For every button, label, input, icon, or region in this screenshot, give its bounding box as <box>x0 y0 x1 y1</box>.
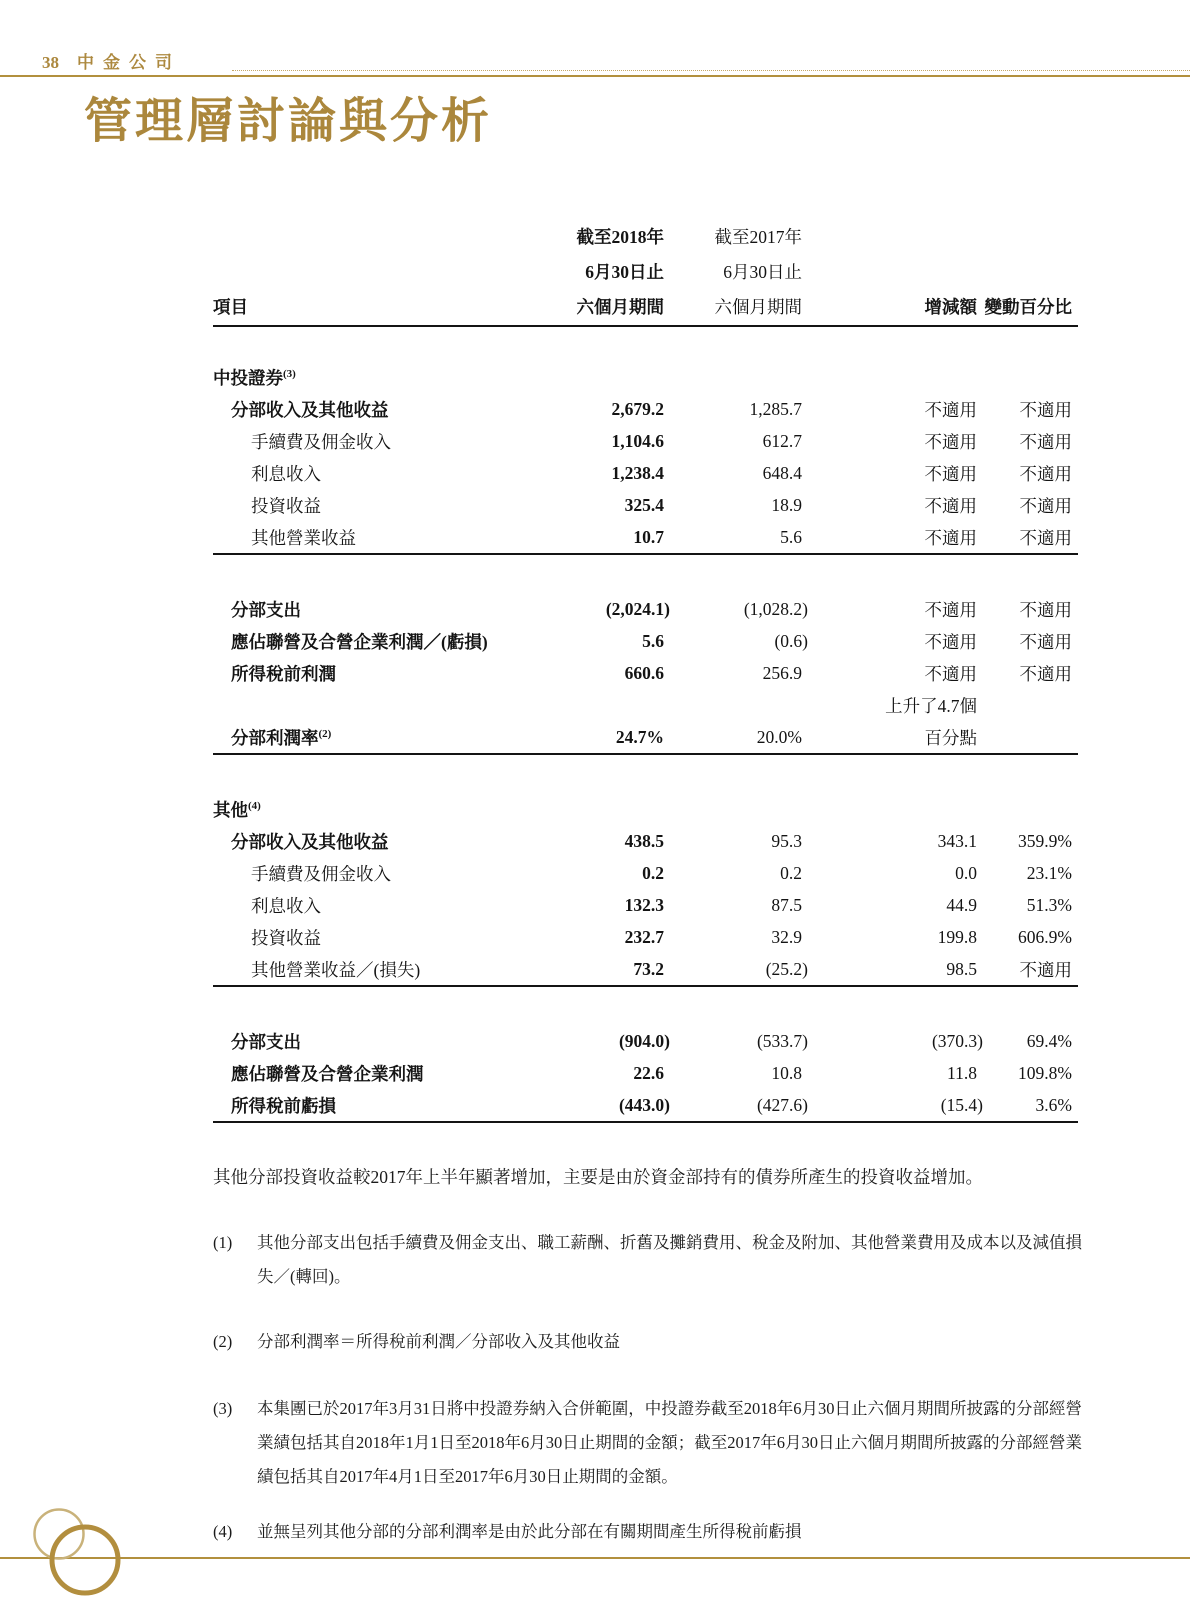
value-2017-cell: (1,028.2) <box>743 598 808 619</box>
value-2017-cell: (427.6) <box>670 1089 808 1122</box>
table-row <box>213 1057 1078 1089</box>
row-label-cell: 其他營業收益／(損失) <box>213 953 543 986</box>
value-2018-cell: 438.5 <box>624 830 664 851</box>
row-label-cell: 中投證券$^{(3)}$ <box>213 367 296 388</box>
percent-cell: 51.3% <box>1026 894 1072 915</box>
change-cell: 百分點 <box>808 721 983 754</box>
table-row <box>213 921 1078 953</box>
percent-cell <box>983 689 1078 721</box>
value-2018-cell: 1,238.4 <box>611 462 664 483</box>
row-label-cell: 手續費及佣金收入 <box>251 431 391 452</box>
row-label-cell: 分部支出 <box>231 1031 301 1052</box>
row-label-cell: 其他$^{(4)}$ <box>213 799 261 820</box>
table-row <box>213 425 1078 457</box>
row-label-cell: 手續費及佣金收入 <box>251 863 391 884</box>
column-header-2017: 截至2017年 6月30日止 六個月期間 <box>670 220 808 326</box>
table-row <box>213 825 1078 857</box>
value-2018-cell: 5.6 <box>642 630 664 651</box>
value-2017-cell <box>670 689 808 721</box>
header-dotted-line <box>232 70 1190 71</box>
change-cell: 98.5 <box>808 953 983 986</box>
table-section-row <box>213 361 1078 393</box>
footnote-text: 其他分部支出包括手續費及佣金支出、職工薪酬、折舊及攤銷費用、稅金及附加、其他營業費用及成本以及減值損失／(轉回)。 <box>257 1233 1082 1286</box>
value-2018-cell: 325.4 <box>624 494 664 515</box>
table-spacer-row <box>213 986 1078 1025</box>
footnote-number: (3) <box>213 1399 233 1418</box>
footnote-1 <box>213 1226 1093 1294</box>
change-cell: 199.8 <box>937 926 977 947</box>
footnotes <box>213 1226 1093 1580</box>
value-2018-cell: 1,104.6 <box>611 430 664 451</box>
change-cell: 不適用 <box>924 663 977 684</box>
percent-cell: 69.4% <box>1026 1030 1072 1051</box>
page-header <box>42 48 181 73</box>
column-header-2018: 截至2018年 6月30日止 六個月期間 <box>543 220 670 326</box>
company-name: 中金公司 <box>77 53 181 72</box>
percent-cell: 23.1% <box>1026 862 1072 883</box>
percent-cell: 不適用 <box>983 953 1078 986</box>
section-empty-cell <box>543 793 1078 825</box>
percent-cell: 不適用 <box>1019 399 1072 420</box>
row-label-cell: 利息收入 <box>251 463 321 484</box>
table-spacer-row <box>213 754 1078 793</box>
table-row <box>213 857 1078 889</box>
value-2017-cell: (0.6) <box>774 630 808 651</box>
value-2018-cell: 22.6 <box>633 1062 664 1083</box>
value-2018-cell: (2,024.1) <box>605 598 670 619</box>
percent-cell: 不適用 <box>983 521 1078 554</box>
header-rule <box>0 75 1190 77</box>
value-2017-cell: 20.0% <box>670 721 808 754</box>
change-cell: 不適用 <box>924 631 977 652</box>
footnote-text: 並無呈列其他分部的分部利潤率是由於此分部在有關期間產生所得稅前虧損 <box>257 1522 802 1541</box>
value-2017-cell: 10.8 <box>771 1062 802 1083</box>
footnote-number: (1) <box>213 1233 233 1252</box>
percent-cell: 不適用 <box>1019 431 1072 452</box>
row-label-cell: 分部利潤率$^{(2)}$ <box>213 721 543 754</box>
row-label-cell: 投資收益 <box>251 495 321 516</box>
value-2018-cell: 0.2 <box>642 862 664 883</box>
table-row <box>213 1025 1078 1057</box>
value-2017-cell: 18.9 <box>771 494 802 515</box>
value-2018-cell: (443.0) <box>543 1089 670 1122</box>
percent-cell <box>983 721 1078 754</box>
value-2017-cell: 648.4 <box>762 462 802 483</box>
page-title: 管理層討論與分析 <box>84 95 493 148</box>
change-cell: 11.8 <box>947 1062 977 1083</box>
table-row <box>213 393 1078 425</box>
spacer-cell <box>213 986 1078 1025</box>
table-row <box>213 521 1078 554</box>
table-row <box>213 953 1078 986</box>
change-cell: 不適用 <box>924 431 977 452</box>
row-label-cell <box>213 689 543 721</box>
change-cell: 44.9 <box>946 894 977 915</box>
percent-cell: 606.9% <box>1018 926 1072 947</box>
value-2018-cell: 132.3 <box>624 894 664 915</box>
row-label-cell: 分部支出 <box>231 599 301 620</box>
change-cell: 不適用 <box>924 399 977 420</box>
section-empty-cell <box>543 361 1078 393</box>
row-label-cell: 分部收入及其他收益 <box>231 831 389 852</box>
value-2018-cell: 232.7 <box>624 926 664 947</box>
column-header-percent: 變動百分比 <box>983 220 1078 326</box>
change-cell: 上升了4.7個 <box>885 695 977 716</box>
value-2018-cell: 10.7 <box>543 521 670 554</box>
percent-cell: 不適用 <box>1019 599 1072 620</box>
table-row <box>213 657 1078 689</box>
table-row <box>213 1089 1078 1122</box>
table-row <box>213 625 1078 657</box>
change-cell: 不適用 <box>924 463 977 484</box>
value-2017-cell: (533.7) <box>756 1030 808 1051</box>
percent-cell: 不適用 <box>1019 495 1072 516</box>
table-header-row <box>213 220 1078 326</box>
change-cell: (15.4) <box>808 1089 983 1122</box>
footnote-2 <box>213 1325 1093 1359</box>
column-header-change: 增減額 <box>808 220 983 326</box>
value-2018-cell: 24.7% <box>543 721 670 754</box>
table-row <box>213 689 1078 721</box>
row-label-cell: 利息收入 <box>251 895 321 916</box>
footnote-4 <box>213 1515 1093 1549</box>
row-label-cell: 所得稅前利潤 <box>231 663 336 684</box>
value-2017-cell: 612.7 <box>762 430 802 451</box>
page-number: 38 <box>42 53 59 72</box>
percent-cell: 不適用 <box>1019 631 1072 652</box>
column-header-item-label: 項目 <box>213 297 248 317</box>
change-cell: 不適用 <box>924 599 977 620</box>
row-label-cell: 其他營業收益 <box>213 521 543 554</box>
segment-results-table <box>213 220 1078 1123</box>
value-2017-cell: 256.9 <box>762 662 802 683</box>
table-row <box>213 489 1078 521</box>
value-2018-cell: (904.0) <box>618 1030 670 1051</box>
row-label-cell: 應佔聯營及合營企業利潤／(虧損) <box>231 631 488 652</box>
footnote-number: (2) <box>213 1332 233 1351</box>
percent-cell: 109.8% <box>1018 1062 1072 1083</box>
table-spacer-row <box>213 554 1078 593</box>
footnote-number: (4) <box>213 1522 233 1541</box>
table-row <box>213 721 1078 754</box>
value-2017-cell: 1,285.7 <box>749 398 802 419</box>
value-2018-cell: 73.2 <box>543 953 670 986</box>
spacer-cell <box>213 326 1078 361</box>
footnote-text: 本集團已於2017年3月31日將中投證券納入合併範圍，中投證券截至2018年6月30日止六個月期間所披露的分部經營業績包括其自2018年1月1日至2018年6月30日止期間的金額；截至2017年6月30日止六個月期間所披露的分部經營業績包括其自2017年4月1日至2017年6月30日止期間的金額。 <box>257 1399 1082 1486</box>
footnote-text: 分部利潤率＝所得稅前利潤／分部收入及其他收益 <box>257 1332 620 1351</box>
row-label-cell: 投資收益 <box>251 927 321 948</box>
value-2017-cell: 5.6 <box>670 521 808 554</box>
spacer-cell <box>213 554 1078 593</box>
value-2018-cell: 660.6 <box>624 662 664 683</box>
value-2017-cell: 32.9 <box>771 926 802 947</box>
change-cell: 343.1 <box>937 830 977 851</box>
change-cell: 不適用 <box>808 521 983 554</box>
row-label-cell: 分部收入及其他收益 <box>231 399 389 420</box>
row-label-cell: 所得稅前虧損 <box>213 1089 543 1122</box>
change-cell: 0.0 <box>955 862 977 883</box>
value-2017-cell: 87.5 <box>771 894 802 915</box>
percent-cell: 3.6% <box>983 1089 1078 1122</box>
percent-cell: 不適用 <box>1019 463 1072 484</box>
percent-cell: 359.9% <box>1018 830 1072 851</box>
table-row <box>213 593 1078 625</box>
change-cell: (370.3) <box>931 1030 983 1051</box>
table-row <box>213 889 1078 921</box>
table-spacer-row <box>213 326 1078 361</box>
value-2017-cell: 95.3 <box>771 830 802 851</box>
change-cell: 不適用 <box>924 495 977 516</box>
footnote-3 <box>213 1392 1093 1494</box>
spacer-cell <box>213 754 1078 793</box>
percent-cell: 不適用 <box>1019 663 1072 684</box>
column-header-item <box>213 220 543 326</box>
decorative-circles <box>0 1470 200 1615</box>
value-2018-cell: 2,679.2 <box>611 398 664 419</box>
value-2017-cell: 0.2 <box>780 862 802 883</box>
commentary-paragraph: 其他分部投資收益較2017年上半年顯著增加，主要是由於資金部持有的債券所產生的投資收益增加。 <box>213 1167 983 1187</box>
table-row <box>213 457 1078 489</box>
value-2018-cell <box>543 689 670 721</box>
value-2017-cell: (25.2) <box>670 953 808 986</box>
table-section-row <box>213 793 1078 825</box>
row-label-cell: 應佔聯營及合營企業利潤 <box>231 1063 424 1084</box>
